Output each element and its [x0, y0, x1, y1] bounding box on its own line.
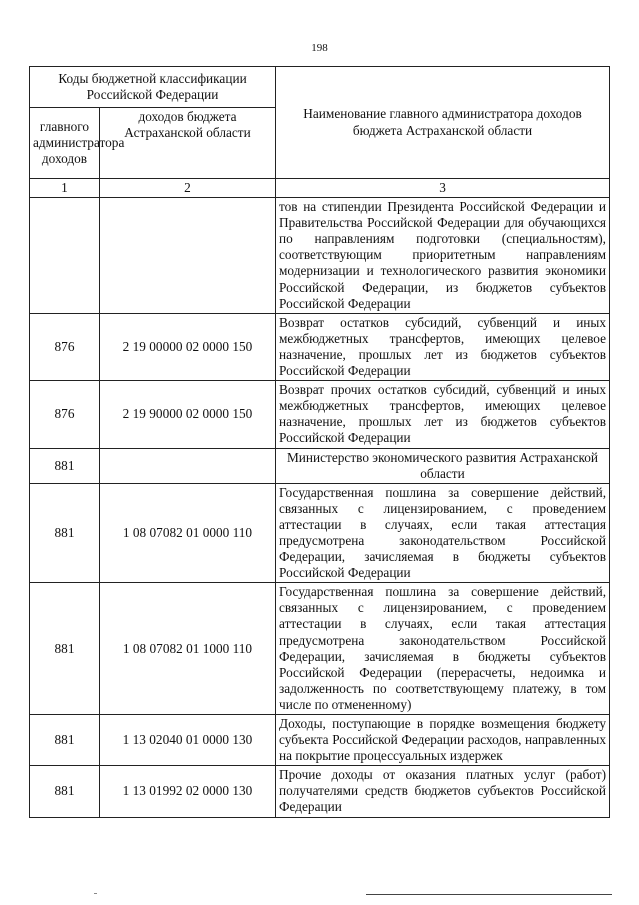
- name-cell: Возврат остатков субсидий, субвенций и иных межбюджетных трансфертов, имеющих целевое назначение, прошлых лет из бюджетов субъектов Российской Федерации: [276, 313, 610, 380]
- administrator-name-cell: Министерство экономического развития Астраханской области: [276, 448, 610, 483]
- income-code-cell: 1 08 07082 01 0000 110: [100, 483, 276, 583]
- header-group-title: Коды бюджетной классификации Российской Федерации: [30, 67, 276, 108]
- table-row: [30, 448, 610, 483]
- admin-code-cell: 881: [30, 766, 100, 817]
- table-row: [30, 715, 610, 766]
- income-code-cell: 2 19 90000 02 0000 150: [100, 381, 276, 448]
- table-row: [30, 766, 610, 817]
- name-cell: Государственная пошлина за совершение действий, связанных с лицензированием, с проведением аттестации в случаях, если такая аттестация предусмотрена законодательством Российской Федерации, зачисляемая в бюджеты субъектов Российской Федерации (перерасчеты, недоимка и задолженность по соответствующему платежу, в том числе по отмененному): [276, 583, 610, 715]
- income-code-cell: 1 13 02040 01 0000 130: [100, 715, 276, 766]
- column-number-2: 2: [100, 179, 276, 198]
- admin-code-cell: 881: [30, 483, 100, 583]
- admin-code-cell: 881: [30, 448, 100, 483]
- table-row: [30, 381, 610, 448]
- footer-rule: [366, 894, 612, 895]
- table-row: [30, 313, 610, 380]
- header-name-column: Наименование главного администратора доходов бюджета Астраханской области: [276, 67, 610, 179]
- table-row: [30, 583, 610, 715]
- table-row: [30, 198, 610, 314]
- admin-code-cell: 876: [30, 313, 100, 380]
- admin-code-cell: 881: [30, 583, 100, 715]
- header-income-column: доходов бюджета Астраханской области: [100, 108, 276, 179]
- income-code-cell: 1 13 01992 02 0000 130: [100, 766, 276, 817]
- budget-classification-table: [29, 66, 610, 818]
- page-number: 198: [311, 42, 328, 54]
- admin-code-cell: 876: [30, 381, 100, 448]
- income-code-cell: 1 08 07082 01 1000 110: [100, 583, 276, 715]
- income-code-cell: [100, 198, 276, 314]
- name-cell: Государственная пошлина за совершение действий, связанных с лицензированием, с проведением аттестации в случаях, если такая аттестация предусмотрена законодательством Российской Федерации, зачисляемая в бюджеты субъектов Российской Федерации: [276, 483, 610, 583]
- name-cell: Доходы, поступающие в порядке возмещения бюджету субъекта Российской Федерации расходов, направленных на покрытие процессуальных издержек: [276, 715, 610, 766]
- column-number-1: 1: [30, 179, 100, 198]
- admin-code-cell: [30, 198, 100, 314]
- name-cell: тов на стипендии Президента Российской Федерации и Правительства Российской Федерации для обучающихся по направлениям подготовки (специальностям), соответствующим приоритетным направлениям модернизации и технологического развития экономики Российской Федерации, из бюджетов субъектов Российской Федерации: [276, 198, 610, 314]
- admin-code-cell: 881: [30, 715, 100, 766]
- income-code-cell: 2 19 00000 02 0000 150: [100, 313, 276, 380]
- scan-mark: [94, 893, 97, 894]
- table-row: [30, 483, 610, 583]
- column-number-3: 3: [276, 179, 610, 198]
- name-cell: Прочие доходы от оказания платных услуг (работ) получателями средств бюджетов субъектов Российской Федерации: [276, 766, 610, 817]
- income-code-cell: [100, 448, 276, 483]
- header-admin-column: главного администратора доходов: [30, 108, 100, 179]
- name-cell: Возврат прочих остатков субсидий, субвенций и иных межбюджетных трансфертов, имеющих целевое назначение, прошлых лет из бюджетов субъектов Российской Федерации: [276, 381, 610, 448]
